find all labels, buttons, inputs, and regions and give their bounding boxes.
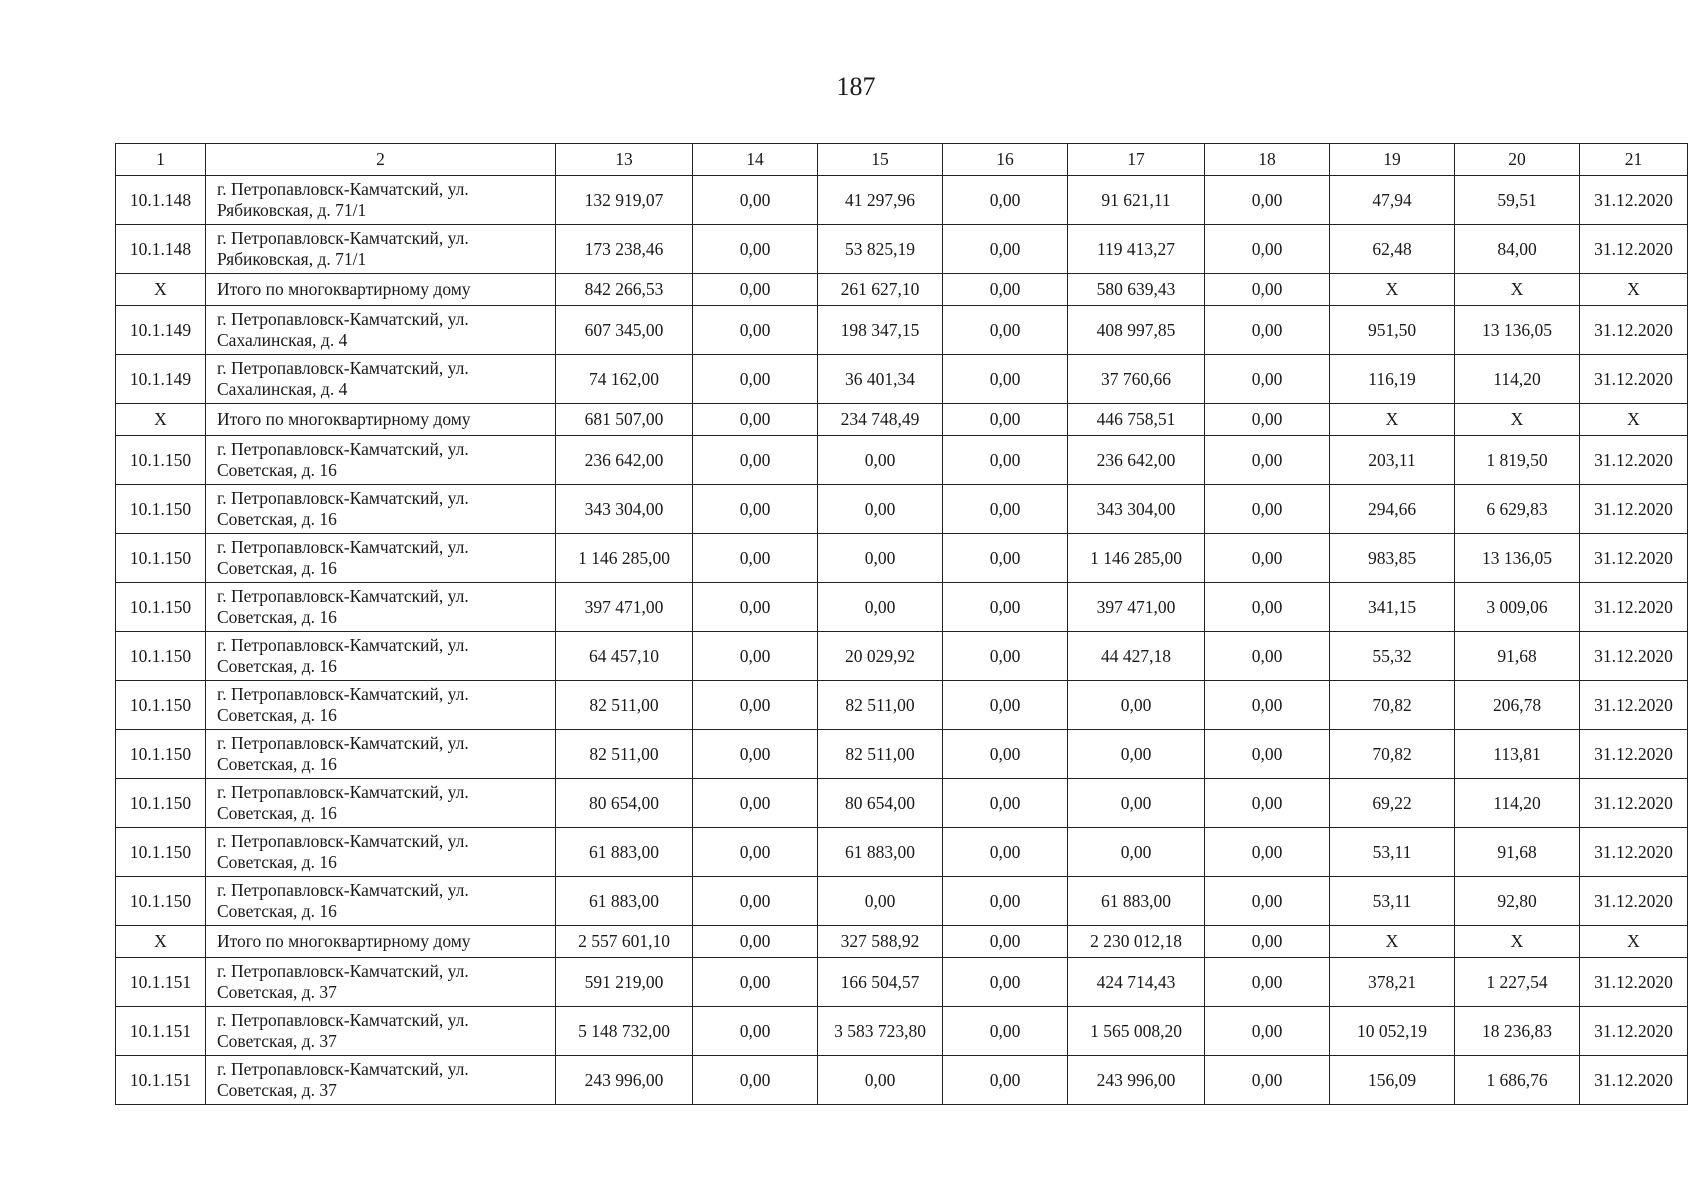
value-cell: 1 565 008,20	[1068, 1007, 1205, 1056]
address-cell: г. Петропавловск-Камчатский, ул. Советская, д. 37	[206, 1007, 556, 1056]
value-cell: 842 266,53	[556, 274, 693, 306]
value-cell: 0,00	[693, 681, 818, 730]
value-cell: X	[1330, 926, 1455, 958]
value-cell: 13 136,05	[1455, 534, 1580, 583]
table-row	[116, 877, 1688, 926]
value-cell: 91,68	[1455, 828, 1580, 877]
address-cell: г. Петропавловск-Камчатский, ул. Сахалинская, д. 4	[206, 355, 556, 404]
row-number-cell: 10.1.150	[116, 485, 206, 534]
value-cell: 31.12.2020	[1580, 877, 1688, 926]
row-number-cell: 10.1.148	[116, 225, 206, 274]
value-cell: 20 029,92	[818, 632, 943, 681]
value-cell: 82 511,00	[556, 730, 693, 779]
value-cell: X	[1455, 404, 1580, 436]
value-cell: 261 627,10	[818, 274, 943, 306]
total-row	[116, 274, 1688, 306]
value-cell: 0,00	[1205, 306, 1330, 355]
value-cell: 0,00	[1205, 877, 1330, 926]
table-row	[116, 681, 1688, 730]
value-cell: 61 883,00	[818, 828, 943, 877]
value-cell: 113,81	[1455, 730, 1580, 779]
value-cell: 408 997,85	[1068, 306, 1205, 355]
value-cell: 1 146 285,00	[1068, 534, 1205, 583]
table-row	[116, 436, 1688, 485]
value-cell: 91,68	[1455, 632, 1580, 681]
column-number-cell: 1	[116, 144, 206, 176]
value-cell: 0,00	[943, 225, 1068, 274]
value-cell: 173 238,46	[556, 225, 693, 274]
value-cell: X	[1330, 274, 1455, 306]
value-cell: 84,00	[1455, 225, 1580, 274]
address-cell: г. Петропавловск-Камчатский, ул. Советская, д. 16	[206, 828, 556, 877]
value-cell: 80 654,00	[556, 779, 693, 828]
value-cell: 0,00	[943, 877, 1068, 926]
value-cell: 0,00	[943, 176, 1068, 225]
row-number-cell: 10.1.150	[116, 828, 206, 877]
value-cell: 82 511,00	[818, 730, 943, 779]
value-cell: 69,22	[1330, 779, 1455, 828]
value-cell: 31.12.2020	[1580, 828, 1688, 877]
value-cell: 341,15	[1330, 583, 1455, 632]
value-cell: 59,51	[1455, 176, 1580, 225]
table-row	[116, 176, 1688, 225]
value-cell: 0,00	[943, 779, 1068, 828]
value-cell: 0,00	[693, 1007, 818, 1056]
value-cell: X	[1455, 274, 1580, 306]
address-cell: г. Петропавловск-Камчатский, ул. Советская, д. 16	[206, 681, 556, 730]
value-cell: 31.12.2020	[1580, 176, 1688, 225]
row-number-cell: 10.1.150	[116, 779, 206, 828]
value-cell: 343 304,00	[556, 485, 693, 534]
value-cell: 243 996,00	[556, 1056, 693, 1105]
value-cell: 2 230 012,18	[1068, 926, 1205, 958]
value-cell: 31.12.2020	[1580, 1056, 1688, 1105]
value-cell: 0,00	[943, 355, 1068, 404]
value-cell: 0,00	[1205, 485, 1330, 534]
value-cell: 0,00	[943, 534, 1068, 583]
value-cell: 203,11	[1330, 436, 1455, 485]
address-cell: г. Петропавловск-Камчатский, ул. Советская, д. 37	[206, 1056, 556, 1105]
address-cell: г. Петропавловск-Камчатский, ул. Советская, д. 37	[206, 958, 556, 1007]
value-cell: 0,00	[1205, 355, 1330, 404]
address-cell: г. Петропавловск-Камчатский, ул. Советская, д. 16	[206, 436, 556, 485]
address-cell: г. Петропавловск-Камчатский, ул. Рябиковская, д. 71/1	[206, 225, 556, 274]
value-cell: 0,00	[693, 274, 818, 306]
value-cell: 31.12.2020	[1580, 730, 1688, 779]
row-number-cell: 10.1.150	[116, 583, 206, 632]
value-cell: 0,00	[818, 1056, 943, 1105]
value-cell: 47,94	[1330, 176, 1455, 225]
value-cell: X	[1580, 274, 1688, 306]
value-cell: 397 471,00	[556, 583, 693, 632]
table-row	[116, 828, 1688, 877]
column-number-cell: 2	[206, 144, 556, 176]
value-cell: 74 162,00	[556, 355, 693, 404]
value-cell: 0,00	[1205, 534, 1330, 583]
value-cell: 31.12.2020	[1580, 583, 1688, 632]
page-number: 187	[836, 72, 876, 101]
value-cell: 82 511,00	[818, 681, 943, 730]
value-cell: 53,11	[1330, 877, 1455, 926]
value-cell: 424 714,43	[1068, 958, 1205, 1007]
value-cell: 0,00	[1068, 828, 1205, 877]
value-cell: 0,00	[1205, 730, 1330, 779]
value-cell: 5 148 732,00	[556, 1007, 693, 1056]
value-cell: 0,00	[818, 485, 943, 534]
value-cell: 64 457,10	[556, 632, 693, 681]
value-cell: 1 819,50	[1455, 436, 1580, 485]
value-cell: 0,00	[943, 1007, 1068, 1056]
value-cell: 378,21	[1330, 958, 1455, 1007]
address-cell: г. Петропавловск-Камчатский, ул. Рябиковская, д. 71/1	[206, 176, 556, 225]
value-cell: 18 236,83	[1455, 1007, 1580, 1056]
column-number-cell: 13	[556, 144, 693, 176]
row-number-cell: 10.1.151	[116, 958, 206, 1007]
address-cell: г. Петропавловск-Камчатский, ул. Советская, д. 16	[206, 779, 556, 828]
row-number-cell: 10.1.148	[116, 176, 206, 225]
value-cell: 327 588,92	[818, 926, 943, 958]
column-number-cell: 15	[818, 144, 943, 176]
value-cell: 446 758,51	[1068, 404, 1205, 436]
total-row	[116, 926, 1688, 958]
row-number-cell: 10.1.150	[116, 436, 206, 485]
value-cell: 0,00	[693, 1056, 818, 1105]
value-cell: 31.12.2020	[1580, 632, 1688, 681]
table-row	[116, 534, 1688, 583]
value-cell: 53 825,19	[818, 225, 943, 274]
value-cell: 0,00	[1205, 779, 1330, 828]
value-cell: 132 919,07	[556, 176, 693, 225]
value-cell: 53,11	[1330, 828, 1455, 877]
value-cell: 31.12.2020	[1580, 485, 1688, 534]
value-cell: 0,00	[943, 404, 1068, 436]
address-cell: г. Петропавловск-Камчатский, ул. Сахалинская, д. 4	[206, 306, 556, 355]
address-cell: Итого по многоквартирному дому	[206, 404, 556, 436]
value-cell: 607 345,00	[556, 306, 693, 355]
value-cell: 206,78	[1455, 681, 1580, 730]
column-number-cell: 20	[1455, 144, 1580, 176]
value-cell: 0,00	[818, 583, 943, 632]
value-cell: 0,00	[693, 779, 818, 828]
value-cell: X	[1455, 926, 1580, 958]
value-cell: 0,00	[1068, 730, 1205, 779]
column-number-cell: 14	[693, 144, 818, 176]
value-cell: 234 748,49	[818, 404, 943, 436]
row-number-cell: X	[116, 404, 206, 436]
value-cell: 236 642,00	[1068, 436, 1205, 485]
value-cell: 397 471,00	[1068, 583, 1205, 632]
value-cell: 0,00	[1068, 779, 1205, 828]
address-cell: г. Петропавловск-Камчатский, ул. Советская, д. 16	[206, 632, 556, 681]
table-row	[116, 1007, 1688, 1056]
value-cell: 3 009,06	[1455, 583, 1580, 632]
table-row	[116, 583, 1688, 632]
row-number-cell: 10.1.150	[116, 877, 206, 926]
value-cell: 31.12.2020	[1580, 436, 1688, 485]
value-cell: 0,00	[693, 730, 818, 779]
value-cell: 236 642,00	[556, 436, 693, 485]
table-row	[116, 958, 1688, 1007]
column-number-cell: 19	[1330, 144, 1455, 176]
value-cell: 243 996,00	[1068, 1056, 1205, 1105]
value-cell: 0,00	[943, 274, 1068, 306]
value-cell: X	[1580, 404, 1688, 436]
value-cell: 0,00	[943, 632, 1068, 681]
value-cell: 0,00	[1205, 436, 1330, 485]
value-cell: 198 347,15	[818, 306, 943, 355]
value-cell: 2 557 601,10	[556, 926, 693, 958]
value-cell: 44 427,18	[1068, 632, 1205, 681]
value-cell: 0,00	[693, 958, 818, 1007]
value-cell: 0,00	[1205, 1007, 1330, 1056]
table-row	[116, 355, 1688, 404]
value-cell: 681 507,00	[556, 404, 693, 436]
value-cell: 1 227,54	[1455, 958, 1580, 1007]
value-cell: 0,00	[693, 485, 818, 534]
column-number-cell: 18	[1205, 144, 1330, 176]
column-number-cell: 16	[943, 144, 1068, 176]
address-cell: Итого по многоквартирному дому	[206, 926, 556, 958]
row-number-cell: 10.1.151	[116, 1007, 206, 1056]
value-cell: 0,00	[693, 306, 818, 355]
value-cell: 0,00	[1205, 1056, 1330, 1105]
table-row	[116, 306, 1688, 355]
value-cell: 294,66	[1330, 485, 1455, 534]
value-cell: 0,00	[693, 225, 818, 274]
value-cell: 31.12.2020	[1580, 681, 1688, 730]
value-cell: 31.12.2020	[1580, 1007, 1688, 1056]
table-row	[116, 225, 1688, 274]
value-cell: 61 883,00	[556, 828, 693, 877]
address-cell: г. Петропавловск-Камчатский, ул. Советская, д. 16	[206, 485, 556, 534]
value-cell: 31.12.2020	[1580, 534, 1688, 583]
value-cell: 62,48	[1330, 225, 1455, 274]
value-cell: 0,00	[1205, 681, 1330, 730]
row-number-cell: 10.1.150	[116, 730, 206, 779]
column-number-cell: 21	[1580, 144, 1688, 176]
value-cell: 0,00	[1205, 958, 1330, 1007]
table-row	[116, 485, 1688, 534]
value-cell: 0,00	[693, 404, 818, 436]
value-cell: 92,80	[1455, 877, 1580, 926]
value-cell: 0,00	[943, 306, 1068, 355]
value-cell: 0,00	[1205, 583, 1330, 632]
value-cell: 0,00	[693, 632, 818, 681]
table-row	[116, 1056, 1688, 1105]
value-cell: 0,00	[1205, 225, 1330, 274]
value-cell: 70,82	[1330, 681, 1455, 730]
value-cell: 0,00	[818, 877, 943, 926]
value-cell: 580 639,43	[1068, 274, 1205, 306]
value-cell: 82 511,00	[556, 681, 693, 730]
address-cell: г. Петропавловск-Камчатский, ул. Советская, д. 16	[206, 877, 556, 926]
value-cell: X	[1330, 404, 1455, 436]
value-cell: 0,00	[943, 828, 1068, 877]
row-number-cell: 10.1.150	[116, 632, 206, 681]
value-cell: 0,00	[943, 730, 1068, 779]
row-number-cell: 10.1.150	[116, 534, 206, 583]
value-cell: 80 654,00	[818, 779, 943, 828]
row-number-cell: X	[116, 926, 206, 958]
value-cell: 166 504,57	[818, 958, 943, 1007]
value-cell: 0,00	[818, 436, 943, 485]
value-cell: 119 413,27	[1068, 225, 1205, 274]
value-cell: 1 686,76	[1455, 1056, 1580, 1105]
value-cell: 41 297,96	[818, 176, 943, 225]
value-cell: 0,00	[1205, 926, 1330, 958]
value-cell: 55,32	[1330, 632, 1455, 681]
value-cell: 0,00	[1205, 404, 1330, 436]
value-cell: 10 052,19	[1330, 1007, 1455, 1056]
row-number-cell: X	[116, 274, 206, 306]
column-number-cell: 17	[1068, 144, 1205, 176]
value-cell: 114,20	[1455, 355, 1580, 404]
address-cell: Итого по многоквартирному дому	[206, 274, 556, 306]
value-cell: 70,82	[1330, 730, 1455, 779]
address-cell: г. Петропавловск-Камчатский, ул. Советская, д. 16	[206, 730, 556, 779]
value-cell: 343 304,00	[1068, 485, 1205, 534]
row-number-cell: 10.1.151	[116, 1056, 206, 1105]
value-cell: 6 629,83	[1455, 485, 1580, 534]
value-cell: 13 136,05	[1455, 306, 1580, 355]
value-cell: 0,00	[1205, 274, 1330, 306]
value-cell: 0,00	[943, 958, 1068, 1007]
value-cell: 116,19	[1330, 355, 1455, 404]
value-cell: 3 583 723,80	[818, 1007, 943, 1056]
value-cell: 0,00	[1205, 828, 1330, 877]
value-cell: 0,00	[1205, 632, 1330, 681]
table-row	[116, 730, 1688, 779]
value-cell: 91 621,11	[1068, 176, 1205, 225]
table-row	[116, 779, 1688, 828]
data-table	[115, 143, 1688, 1105]
value-cell: 31.12.2020	[1580, 779, 1688, 828]
value-cell: 0,00	[818, 534, 943, 583]
value-cell: 31.12.2020	[1580, 355, 1688, 404]
value-cell: 0,00	[943, 485, 1068, 534]
value-cell: 591 219,00	[556, 958, 693, 1007]
address-cell: г. Петропавловск-Камчатский, ул. Советская, д. 16	[206, 583, 556, 632]
value-cell: 31.12.2020	[1580, 958, 1688, 1007]
value-cell: 31.12.2020	[1580, 225, 1688, 274]
row-number-cell: 10.1.149	[116, 355, 206, 404]
value-cell: 0,00	[943, 926, 1068, 958]
value-cell: 61 883,00	[556, 877, 693, 926]
value-cell: 37 760,66	[1068, 355, 1205, 404]
value-cell: 0,00	[693, 877, 818, 926]
row-number-cell: 10.1.150	[116, 681, 206, 730]
value-cell: 156,09	[1330, 1056, 1455, 1105]
row-number-cell: 10.1.149	[116, 306, 206, 355]
value-cell: 0,00	[693, 436, 818, 485]
value-cell: 0,00	[693, 534, 818, 583]
value-cell: 36 401,34	[818, 355, 943, 404]
address-cell: г. Петропавловск-Камчатский, ул. Советская, д. 16	[206, 534, 556, 583]
value-cell: 0,00	[943, 436, 1068, 485]
value-cell: 983,85	[1330, 534, 1455, 583]
value-cell: X	[1580, 926, 1688, 958]
value-cell: 0,00	[693, 355, 818, 404]
value-cell: 0,00	[693, 828, 818, 877]
value-cell: 61 883,00	[1068, 877, 1205, 926]
value-cell: 114,20	[1455, 779, 1580, 828]
value-cell: 0,00	[943, 681, 1068, 730]
value-cell: 0,00	[1068, 681, 1205, 730]
value-cell: 0,00	[1205, 176, 1330, 225]
value-cell: 1 146 285,00	[556, 534, 693, 583]
value-cell: 951,50	[1330, 306, 1455, 355]
value-cell: 0,00	[693, 926, 818, 958]
value-cell: 0,00	[693, 583, 818, 632]
value-cell: 31.12.2020	[1580, 306, 1688, 355]
value-cell: 0,00	[943, 583, 1068, 632]
value-cell: 0,00	[943, 1056, 1068, 1105]
value-cell: 0,00	[693, 176, 818, 225]
table-row	[116, 632, 1688, 681]
total-row	[116, 404, 1688, 436]
column-number-row	[116, 144, 1688, 176]
